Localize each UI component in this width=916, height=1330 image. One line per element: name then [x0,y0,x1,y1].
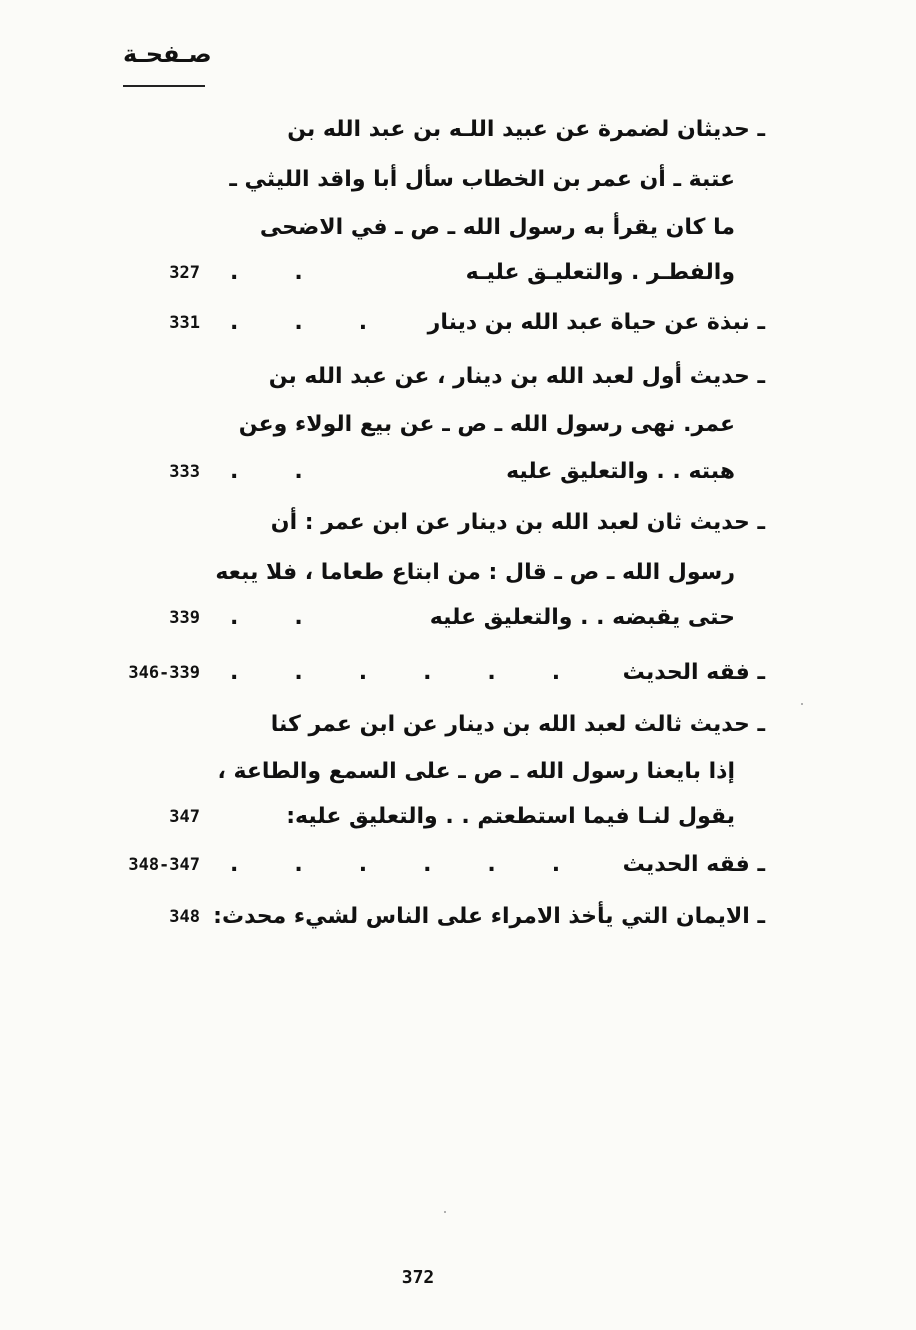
toc-page-number: 346-339 [128,663,200,683]
toc-line [100,705,765,745]
toc-line [100,845,765,885]
toc-line-text: ما كان يقرأ به رسول الله ـ ص ـ في الاضحى [259,215,735,240]
toc-line-text: والفطـر . والتعليـق عليـه [465,260,735,285]
toc-line-text: إذا بايعنا رسول الله ـ ص ـ على السمع والطاعة ، [217,759,735,784]
toc-page-number: 348-347 [128,855,200,875]
leader-dots: ... [230,310,424,335]
toc-line-text: ـ حديث ثان لعبد الله بن دينار عن ابن عمر : أن [270,510,765,535]
toc-page-number: 347 [169,807,200,827]
toc-line-text: رسول الله ـ ص ـ قال : من ابتاع طعاما ، فلا يبعه [215,560,735,585]
toc-line [100,598,765,638]
leader-dots: ...... [230,660,617,685]
toc-line [100,897,765,937]
leader-dots: .. [230,605,359,630]
toc-line-text: ـ حديثان لضمرة عن عبيد اللـه بن عبد الله بن [287,117,765,142]
toc-line [100,405,765,445]
toc-line [100,253,765,293]
toc-page-number: 339 [169,608,200,628]
toc-line-text: عتبة ـ أن عمر بن الخطاب سأل أبا واقد الليثي ـ [229,167,735,192]
toc-line [100,110,765,150]
footer-page-number: 372 [401,1267,435,1288]
toc-page-number: 333 [169,462,200,482]
leader-dots: .. [230,260,359,285]
toc-line [100,303,765,343]
toc-line-text: عمر. نهى رسول الله ـ ص ـ عن بيع الولاء وعن [238,412,735,437]
toc-line-text: ـ نبذة عن حياة عبد الله بن دينار [427,310,765,335]
toc-page-number: 327 [169,263,200,283]
toc-line [100,357,765,397]
toc-line [100,653,765,693]
toc-line-text: حتى يقبضه . . والتعليق عليه [429,605,735,630]
toc-line-text: ـ الايمان التي يأخذ الامراء على الناس لشيء محدث: [213,904,765,929]
toc-line-text: هبته . . والتعليق عليه [506,459,735,484]
toc-line-text: ـ حديث أول لعبد الله بن دينار ، عن عبد الله بن [268,364,765,389]
leader-dots: ...... [230,852,617,877]
toc-line-text: يقول لنـا فيما استطعتم . . والتعليق عليه: [286,804,735,829]
toc-line [100,752,765,792]
toc-line [100,452,765,492]
toc-page-number: 331 [169,313,200,333]
toc-line [100,208,765,248]
toc-line [100,553,765,593]
header-underline [123,85,205,87]
toc-line-text: ـ فقه الحديث [622,660,765,685]
toc-line [100,797,765,837]
toc-page-number: 348 [169,907,200,927]
leader-dots: .. [230,459,359,484]
toc-line [100,160,765,200]
paper-speck [444,1211,446,1213]
toc-line-text: ـ فقه الحديث [622,852,765,877]
header-label: صـفحـة [123,40,212,68]
toc-line [100,503,765,543]
paper-speck [801,703,803,705]
toc-line-text: ـ حديث ثالث لعبد الله بن دينار عن ابن عمر كنا [270,712,765,737]
